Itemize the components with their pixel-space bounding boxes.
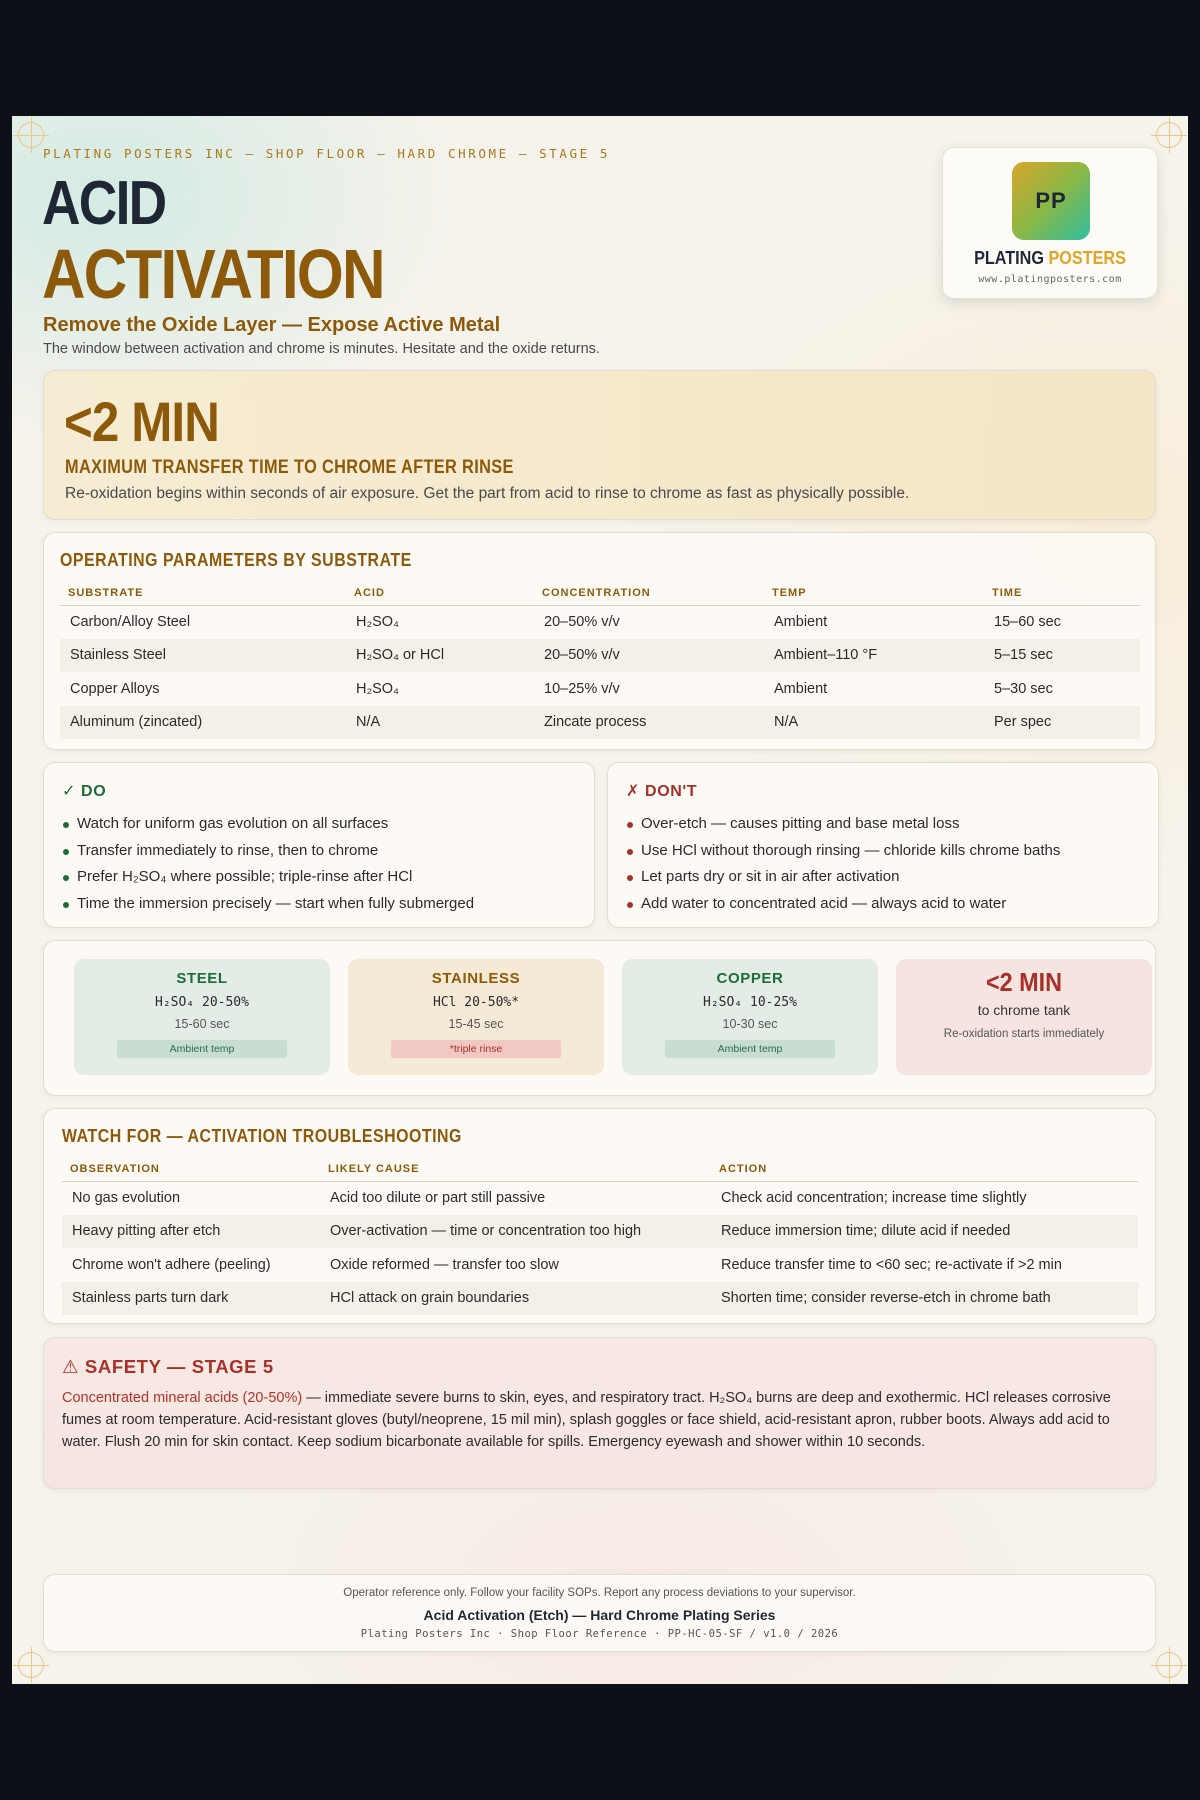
safety-text [62,1387,1140,1453]
quick-card-steel [74,959,330,1075]
parameters-title: OPERATING PARAMETERS BY SUBSTRATE [60,549,412,570]
column-header: TIME [984,583,1140,605]
list-item: Time the immersion precisely — start when fully submerged [62,891,474,918]
table-cell: H₂SO₄ [356,614,399,630]
table-cell: Reduce immersion time; dilute acid if needed [711,1215,1138,1249]
quick-card-tag: *triple rinse [391,1040,561,1058]
quick-card-chemistry: HCl 20-50%* [432,995,520,1010]
footer-card [43,1574,1156,1652]
quick-card-copper [622,959,878,1075]
table-cell: Ambient [774,614,828,630]
table-row [60,605,1140,639]
table-cell: No gas evolution [72,1190,181,1206]
quick-card-name: STEEL [176,970,228,987]
list-item: Let parts dry or sit in air after activation [626,864,1060,891]
column-header: ACTION [711,1159,1138,1181]
page-title-line-2: ACTIVATION [42,235,384,313]
table-row [60,672,1140,706]
quick-reference-card [43,940,1156,1096]
footer-code: Plating Posters Inc · Shop Floor Reference · PP-HC-05-SF / v1.0 / 2026 [360,1628,839,1640]
table-cell: Over-activation — time or concentration too high [320,1215,711,1249]
crosshair-mark-top-left [18,122,44,148]
operating-parameters-card [43,532,1156,750]
troubleshooting-table [62,1159,1138,1315]
quick-card-chemistry: H₂SO₄ 10-25% [703,995,797,1010]
eyebrow-text: PLATING POSTERS INC — SHOP FLOOR — HARD CHROME — STAGE 5 [43,146,611,161]
page-title-line-1: ACID [42,169,166,238]
table-cell: 15–60 sec [994,614,1061,630]
dont-card [607,762,1159,928]
list-item: Prefer H₂SO₄ where possible; triple-rinse after HCl [62,864,474,891]
brand-name-part-1: PLATING [974,248,1044,268]
quick-card-time: 15-60 sec [174,1017,230,1031]
parameters-table [60,583,1140,739]
table-cell: Stainless parts turn dark [62,1282,320,1316]
crosshair-mark-top-right [1156,122,1182,148]
table-cell: Per spec [984,706,1140,740]
table-cell: Check acid concentration; increase time slightly [721,1190,1027,1206]
quick-card-stainless [348,959,604,1075]
safety-card [43,1337,1156,1489]
table-cell: 5–30 sec [994,680,1053,697]
poster-page [12,116,1188,1684]
table-cell: Oxide reformed — transfer too slow [330,1256,559,1273]
troubleshooting-card [43,1108,1156,1324]
table-cell: HCl attack on grain boundaries [320,1282,711,1316]
parameters-header-row [60,583,1140,605]
transfer-note: Re-oxidation starts immediately [943,1028,1105,1040]
table-cell: Chrome won't adhere (peeling) [72,1256,271,1273]
quick-card-name: STAINLESS [431,970,521,987]
safety-lead: Concentrated mineral acids (20-50%) [62,1390,303,1406]
table-cell: Aluminum (zincated) [60,706,346,740]
hero-value: <2 MIN [64,390,219,453]
crosshair-mark-bottom-left [18,1652,44,1678]
table-cell: 20–50% v/v [534,639,764,673]
table-row [62,1181,1138,1215]
hero-label: MAXIMUM TRANSFER TIME TO CHROME AFTER RINSE [65,457,514,478]
table-cell: Heavy pitting after etch [62,1215,320,1249]
table-row [62,1215,1138,1249]
do-title: ✓ DO [62,783,107,800]
column-header: OBSERVATION [62,1159,320,1181]
safety-title: ⚠ SAFETY — STAGE 5 [62,1356,274,1377]
do-list [62,811,474,917]
table-cell: Zincate process [534,706,764,740]
troubleshooting-header-row [62,1159,1138,1181]
list-item: Watch for uniform gas evolution on all surfaces [62,811,474,838]
table-row [60,706,1140,740]
transfer-value: <2 MIN [985,967,1063,997]
table-cell: N/A [346,706,534,740]
footer-note: Operator reference only. Follow your facility SOPs. Report any process deviations to your supervisor. [343,1587,856,1599]
brand-url-link[interactable]: www.platingposters.com [978,274,1122,285]
brand-badge-icon: PP [1012,162,1090,240]
table-cell: 20–50% v/v [544,614,620,630]
troubleshooting-title: WATCH FOR — ACTIVATION TROUBLESHOOTING [62,1125,462,1146]
column-header: ACID [346,583,534,605]
brand-name [954,248,1147,269]
quick-card-tag: Ambient temp [117,1040,287,1058]
table-row [62,1248,1138,1282]
brand-name-part-2: POSTERS [1048,248,1126,268]
table-cell: H₂SO₄ [356,680,399,697]
table-cell: Copper Alloys [70,680,160,697]
quick-card-time: 10-30 sec [722,1017,778,1031]
dont-title: ✗ DON'T [626,783,698,800]
footer-series: Acid Activation (Etch) — Hard Chrome Plating Series [423,1607,776,1623]
table-cell: Carbon/Alloy Steel [70,614,191,630]
page-subtitle: Remove the Oxide Layer — Expose Active Metal [43,314,501,336]
transfer-time-hero [43,370,1156,520]
table-cell: Ambient–110 °F [764,639,984,673]
table-row [60,639,1140,673]
brand-logo-card[interactable] [942,147,1158,299]
table-cell: 5–15 sec [984,639,1140,673]
quick-card-tag: Ambient temp [665,1040,835,1058]
column-header: SUBSTRATE [60,583,346,605]
column-header: CONCENTRATION [534,583,764,605]
table-cell: N/A [764,706,984,740]
column-header: LIKELY CAUSE [320,1159,711,1181]
hero-text: Re-oxidation begins within seconds of air exposure. Get the part from acid to rinse to chrome as fast as physically possible. [65,485,910,502]
table-row [62,1282,1138,1316]
transfer-sub: to chrome tank [977,1002,1071,1018]
table-cell: Acid too dilute or part still passive [330,1190,546,1206]
quick-card-chemistry: H₂SO₄ 20-50% [155,995,249,1010]
table-cell: Reduce transfer time to <60 sec; re-activate if >2 min [721,1256,1062,1273]
list-item: Add water to concentrated acid — always acid to water [626,891,1060,918]
table-cell: H₂SO₄ or HCl [346,639,534,673]
page-tagline: The window between activation and chrome is minutes. Hesitate and the oxide returns. [43,341,600,357]
column-header: TEMP [764,583,984,605]
list-item: Use HCl without thorough rinsing — chloride kills chrome baths [626,838,1060,865]
quick-card-transfer [896,959,1152,1075]
table-cell: Shorten time; consider reverse-etch in chrome bath [711,1282,1138,1316]
quick-card-name: COPPER [716,970,784,987]
quick-card-time: 15-45 sec [448,1017,504,1031]
dont-list [626,811,1060,917]
crosshair-mark-bottom-right [1156,1652,1182,1678]
list-item: Transfer immediately to rinse, then to chrome [62,838,474,865]
table-cell: Ambient [774,680,828,697]
table-cell: 10–25% v/v [544,680,620,697]
do-card [43,762,595,928]
table-cell: Stainless Steel [60,639,346,673]
safety-body: — immediate severe burns to skin, eyes, and respiratory tract. H₂SO₄ burns are deep and exothermic. HCl releases corrosive fumes at room temperature. Acid-resistant gloves (butyl/neoprene, 15 mil min), splash goggles or face shield, acid-resistant apron, rubber boots. Always add acid to water. Flush 20 min for skin contact. Keep sodium bicarbonate available for spills. Emergency eyewash and shower within 10 seconds. [62,1390,1111,1450]
list-item: Over-etch — causes pitting and base metal loss [626,811,1060,838]
